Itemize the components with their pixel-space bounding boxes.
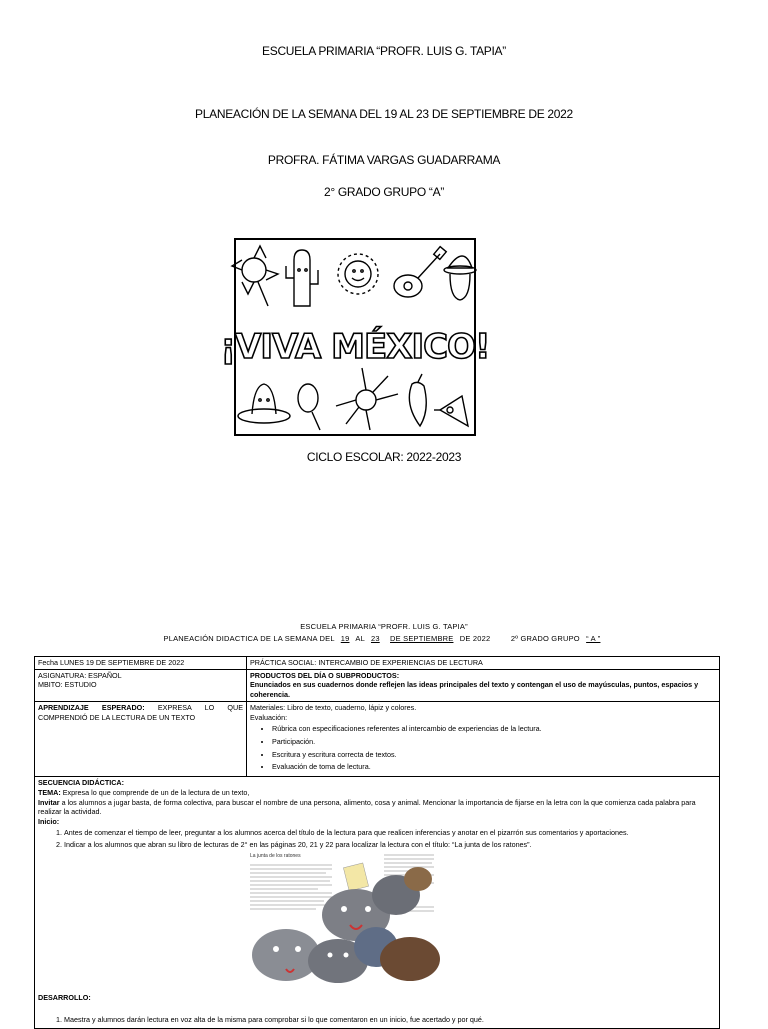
cover-school-cycle: CICLO ESCOLAR: 2022-2023 <box>306 450 462 464</box>
productos-value: Enunciados en sus cuadernos donde reflejen las ideas principales del texto y contengan el uso de mayúsculas, puntos, espacios y coherencia. <box>250 680 699 700</box>
doc-year: DE 2022 <box>459 634 491 643</box>
doc-month: DE SEPTIEMBRE <box>390 634 454 643</box>
viva-mexico-illustration <box>220 240 490 434</box>
secuencia-cell <box>35 777 720 1028</box>
invitar-value: a los alumnos a jugar basta, de forma colectiva, para buscar el nombre de una persona, alimento, cosa y animal. Mencionar la importancia de fijarse en la letra con la que comienza cada palabra para realizar la actividad. <box>38 797 696 817</box>
list-item: 1. Antes de comenzar el tiempo de leer, preguntar a los alumnos acerca del título de la lectura para que realicen inferencias y anotar en el pizarrón sus comentarios y aportaciones. <box>64 828 716 838</box>
materiales-evaluacion-cell <box>247 701 720 776</box>
sombrero-character-icon <box>444 256 476 300</box>
maraca-icon <box>298 384 320 430</box>
desarrollo-steps <box>38 1015 716 1025</box>
doc-group: “ A ” <box>586 634 601 643</box>
cover-teacher-name: PROFRA. FÁTIMA VARGAS GUADARRAMA <box>267 153 501 167</box>
practica-cell <box>247 657 720 670</box>
aprendizaje-cell <box>35 701 247 776</box>
doc-day-from: 19 <box>340 634 350 643</box>
aprendizaje-label: APRENDIZAJE ESPERADO: <box>38 702 145 712</box>
pinata-icon <box>336 368 398 430</box>
doc-plan-header <box>0 634 768 643</box>
doc-school-name: ESCUELA PRIMARIA “PROFR. LUIS G. TAPIA” <box>300 622 468 631</box>
desarrollo-label: DESARROLLO: <box>38 993 91 1003</box>
chili-pepper-icon <box>409 374 426 426</box>
viva-mexico-banner <box>220 238 490 436</box>
productos-cell <box>247 669 720 701</box>
table-row <box>35 657 720 670</box>
reading-illustration <box>246 851 438 983</box>
viva-mexico-title: ¡VIVA MÉXICO! <box>220 327 490 367</box>
doc-plan-prefix: PLANEACIÓN DIDACTICA DE LA SEMANA DEL <box>163 634 335 643</box>
doc-day-to: 23 <box>370 634 380 643</box>
list-item: 2. Indicar a los alumnos que abran su libro de lecturas de 2° en las páginas 20, 21 y 22 para localizar la lectura con el título: “La junta de los ratones”. <box>64 840 716 850</box>
aprendizaje-value: EXPRESA LO QUE COMPRENDIÓ DE LA LECTURA DE UN TEXTO <box>38 702 244 722</box>
reading-title: La junta de los ratones <box>250 853 301 860</box>
cover-school-name: ESCUELA PRIMARIA “PROFR. LUIS G. TAPIA” <box>262 44 506 58</box>
doc-grade-label: 2º GRADO GRUPO <box>510 634 580 643</box>
list-item: • Escritura y escritura correcta de textos. <box>272 750 716 760</box>
cover-plan-title: PLANEACIÓN DE LA SEMANA DEL 19 AL 23 DE SEPTIEMBRE DE 2022 <box>195 107 573 121</box>
table-row <box>35 669 720 701</box>
invitar-label: Invitar <box>38 797 60 807</box>
fecha-cell: Fecha LUNES 19 DE SEPTIEMBRE DE 2022 <box>35 657 247 670</box>
secuencia-label: SECUENCIA DIDÁCTICA: <box>38 778 124 788</box>
evaluacion-list <box>250 724 716 772</box>
list-item: • Rúbrica con especificaciones referentes al intercambio de experiencias de la lectura. <box>272 724 716 734</box>
practica-label: PRÁCTICA SOCIAL: <box>250 658 317 667</box>
tema-value: Expresa lo que comprende de un de la lectura de un texto, <box>62 787 250 797</box>
ambito-label: MBITO: <box>38 680 63 690</box>
asignatura-label: ASIGNATURA: ESPAÑOL <box>38 670 122 680</box>
inicio-steps <box>38 828 716 849</box>
inicio-label: Inicio: <box>38 817 60 827</box>
cactus-icon <box>286 250 318 306</box>
ambito-value: ESTUDIO <box>64 680 97 690</box>
materiales-text: Materiales: Libro de texto, cuaderno, lápiz y colores. <box>250 702 417 712</box>
guitar-icon <box>394 247 446 297</box>
productos-label: PRODUCTOS DEL DÍA O SUBPRODUCTOS: <box>250 670 400 680</box>
sombrero-icon <box>238 384 290 423</box>
list-item: • Participación. <box>272 737 716 747</box>
practica-value: INTERCAMBIO DE EXPERIENCIAS DE LECTURA <box>318 658 483 667</box>
list-item: • Evaluación de toma de lectura. <box>272 762 716 772</box>
table-row <box>35 777 720 1028</box>
pinwheel-icon <box>232 246 278 306</box>
list-item: 1. Maestra y alumnos darán lectura en voz alta de la misma para comprobar si lo que comentaron en un inicio, fue acertado y por qué. <box>64 1015 716 1025</box>
table-row <box>35 701 720 776</box>
doc-al: AL <box>355 634 365 643</box>
reading-pages-image <box>246 851 438 983</box>
sun-icon <box>338 254 378 294</box>
evaluacion-label: Evaluación: <box>250 712 288 722</box>
tema-label: TEMA: <box>38 787 61 797</box>
planning-table <box>34 656 720 1029</box>
asignatura-ambito-cell <box>35 669 247 701</box>
trumpet-icon <box>434 396 468 426</box>
cover-grade-group: 2° GRADO GRUPO “A” <box>323 185 445 199</box>
